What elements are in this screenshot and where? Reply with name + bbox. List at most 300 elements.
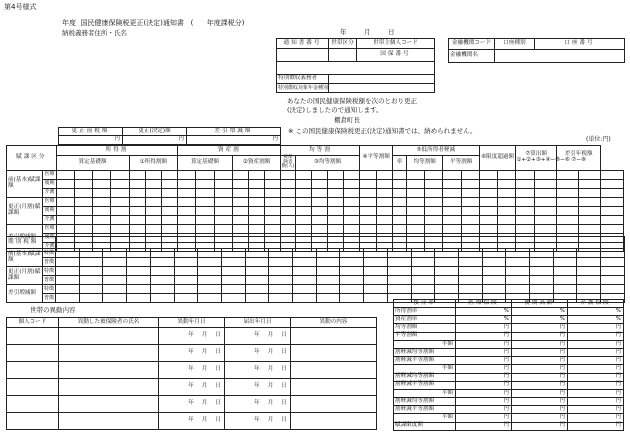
changes-date-unit: 年 <box>188 383 194 390</box>
changes-date-unit: 日 <box>215 383 221 390</box>
installment-cell <box>56 285 80 294</box>
installment-cell <box>293 294 317 303</box>
installment-cell <box>435 267 459 276</box>
installment-cell <box>435 285 459 294</box>
rates-row-label: 半額 <box>394 414 456 422</box>
installment-row-group: 更正(月割)賦課額 <box>7 267 43 285</box>
installment-cell <box>482 249 506 258</box>
tax-cell <box>534 170 556 179</box>
tax-cell <box>344 170 360 179</box>
tax-row-item: 後期 <box>44 207 55 214</box>
tax-cell <box>145 188 161 197</box>
installment-cell <box>127 294 151 303</box>
date-day: 日 <box>388 28 395 36</box>
installment-cell <box>387 267 411 276</box>
changes-cell <box>291 328 377 345</box>
installment-cell <box>458 285 482 294</box>
changes-cell <box>7 345 59 362</box>
changes-cell <box>7 413 59 430</box>
installment-cell <box>482 258 506 267</box>
changes-row <box>7 379 377 396</box>
tax-cell <box>161 206 177 215</box>
rates-row-label: 割軽減平等割額 <box>394 357 456 365</box>
after-amount-label: 更正(決定)額 <box>123 128 187 136</box>
tax-cell <box>232 188 248 197</box>
installment-cell <box>245 267 269 276</box>
tax-cell <box>498 224 516 233</box>
payment-note: ※ この国民健康保険税更正(決定)通知書では、納められません。 <box>288 127 477 135</box>
tax-cell <box>161 188 177 197</box>
tax-cell <box>265 206 281 215</box>
changes-date-unit: 日 <box>215 332 221 339</box>
installment-cell <box>601 249 625 258</box>
installment-cell <box>198 276 222 285</box>
tax-cell <box>248 206 264 215</box>
message-line2: (決定)しましたので通知します。 <box>287 106 383 114</box>
tax-cell <box>392 215 406 224</box>
tax-cell <box>196 197 214 206</box>
tax-cell <box>74 170 92 179</box>
tax-cell <box>311 224 327 233</box>
changes-date-unit: 月 <box>267 383 274 390</box>
installment-cell <box>458 258 482 267</box>
tax-row-group: 差引増減額 <box>7 224 43 251</box>
installment-cell <box>577 267 601 276</box>
tax-cell <box>327 224 343 233</box>
tax-cell <box>145 215 161 224</box>
changes-header: 個人コード <box>7 318 59 328</box>
changes-date-unit: 日 <box>281 332 287 339</box>
tax-cell <box>74 188 92 197</box>
tax-cell <box>556 197 578 206</box>
installment-cell <box>506 267 530 276</box>
changes-cell <box>159 379 225 396</box>
changes-date-unit: 日 <box>281 400 287 407</box>
tax-cell <box>111 206 129 215</box>
rates-row <box>394 414 624 422</box>
rates-row <box>394 381 624 389</box>
installment-cell <box>506 258 530 267</box>
tax-cell <box>161 179 177 188</box>
tax-cell <box>443 188 461 197</box>
changes-cell <box>7 379 59 396</box>
installment-cell <box>411 249 435 258</box>
installment-cell <box>127 276 151 285</box>
tax-cell <box>344 188 360 197</box>
changes-date-unit: 月 <box>267 332 274 339</box>
tax-cell <box>196 224 214 233</box>
installment-cell <box>79 249 103 258</box>
tax-cell <box>129 179 145 188</box>
tax-cell <box>74 197 92 206</box>
tax-cell <box>425 179 443 188</box>
tax-cell <box>161 197 177 206</box>
tax-cell <box>265 197 281 206</box>
changes-date-unit: 年 <box>188 366 194 373</box>
rates-cell: 円 <box>456 373 512 381</box>
installment-cell <box>340 276 364 285</box>
installment-cell <box>150 267 174 276</box>
tax-cell <box>178 224 196 233</box>
tax-cell <box>295 224 311 233</box>
tax-cell <box>406 224 424 233</box>
tax-cell <box>178 197 196 206</box>
installment-cell <box>482 285 506 294</box>
tax-cell <box>392 206 406 215</box>
tax-cell <box>327 170 343 179</box>
rates-row <box>394 340 624 348</box>
tax-cell <box>265 188 281 197</box>
installment-cell <box>293 267 317 276</box>
changes-date-unit: 日 <box>215 366 221 373</box>
changes-cell <box>291 345 377 362</box>
changes-date-unit: 年 <box>188 349 194 356</box>
installment-cell <box>387 276 411 285</box>
installment-cell <box>435 258 459 267</box>
tax-cell <box>443 215 461 224</box>
tax-cell <box>344 179 360 188</box>
installment-cell <box>174 285 198 294</box>
tax-cell <box>344 197 360 206</box>
diff-amount-value: 円 <box>187 136 281 145</box>
installment-cell <box>103 285 127 294</box>
rates-row-label: 割軽減均等割額 <box>394 348 456 356</box>
tax-cell <box>145 206 161 215</box>
tax-cell <box>295 170 311 179</box>
installment-cell <box>340 294 364 303</box>
tax-cell <box>214 188 232 197</box>
tax-cell <box>601 179 624 188</box>
tax-cell <box>360 188 376 197</box>
tax-cell <box>129 206 145 215</box>
changes-cell <box>225 345 291 362</box>
tax-cell <box>461 179 479 188</box>
tax-cell <box>295 197 311 206</box>
tax-cell <box>93 170 111 179</box>
tax-cell <box>344 224 360 233</box>
form-number: 第4号様式 <box>4 3 37 11</box>
installment-cell <box>198 249 222 258</box>
tax-row <box>7 179 624 188</box>
installment-row <box>7 276 625 285</box>
rates-cell: 円 <box>456 340 512 348</box>
rates-row-label: 割軽減平等割額 <box>394 381 456 389</box>
tax-cell <box>93 224 111 233</box>
rates-cell: 円 <box>512 340 568 348</box>
tax-cell <box>56 179 74 188</box>
installment-cell <box>387 258 411 267</box>
changes-date-unit: 月 <box>201 400 208 407</box>
changes-cell <box>59 413 159 430</box>
tax-cell <box>311 170 327 179</box>
tax-cell <box>479 215 497 224</box>
installment-cell <box>56 294 80 303</box>
tax-cell <box>360 197 376 206</box>
rates-row-label: 資産割率 <box>394 316 456 324</box>
tax-cell <box>406 215 424 224</box>
rates-row-label: 半額 <box>394 389 456 397</box>
tax-cell <box>601 206 624 215</box>
rates-cell: 円 <box>568 414 624 422</box>
rates-cell: 円 <box>512 406 568 414</box>
tax-cell <box>479 197 497 206</box>
rates-cell: 円 <box>512 422 568 430</box>
tax-cell <box>601 215 624 224</box>
rates-cell: 円 <box>568 389 624 397</box>
rates-cell: 円 <box>568 340 624 348</box>
installment-cell <box>79 258 103 267</box>
installment-cell <box>601 276 625 285</box>
rates-cell: % <box>512 316 568 324</box>
tax-cell <box>392 197 406 206</box>
installment-cell <box>387 285 411 294</box>
rates-cell: % <box>512 308 568 316</box>
tax-cell <box>111 224 129 233</box>
installment-cell <box>411 285 435 294</box>
tax-cell <box>579 215 601 224</box>
account-type-label: 口座種別 <box>495 39 535 50</box>
rates-cell: 円 <box>456 357 512 365</box>
tax-row <box>7 224 624 233</box>
tax-cell <box>498 170 516 179</box>
tax-cell <box>516 215 534 224</box>
before-amount-label: 更正前税額 <box>59 128 123 136</box>
installment-cell <box>530 258 554 267</box>
tax-cell <box>178 215 196 224</box>
changes-cell <box>159 345 225 362</box>
installment-cell <box>174 294 198 303</box>
rates-cell: 円 <box>512 381 568 389</box>
rates-row <box>394 389 624 397</box>
installment-cell <box>316 267 340 276</box>
tax-cell <box>295 179 311 188</box>
installment-cell <box>435 249 459 258</box>
tax-cell <box>56 224 74 233</box>
diff-amount-label: 差引増減額 <box>187 128 281 136</box>
installment-cell <box>577 258 601 267</box>
changes-date-unit: 年 <box>188 400 194 407</box>
bank-name-label: 金融機関名 <box>449 50 495 63</box>
bank-code-label: 金融機関コード <box>449 39 495 50</box>
installment-cell <box>316 294 340 303</box>
installment-cell <box>221 285 245 294</box>
tax-cell <box>461 188 479 197</box>
tax-cell <box>93 179 111 188</box>
tax-cell <box>498 206 516 215</box>
insurance-no-label: 国保番号 <box>357 49 435 62</box>
bank-name-value <box>495 50 625 63</box>
rates-cell: 円 <box>512 324 568 332</box>
installment-cell <box>150 258 174 267</box>
installment-cell <box>221 258 245 267</box>
installment-cell <box>340 258 364 267</box>
changes-cell <box>291 362 377 379</box>
tax-cell <box>534 179 556 188</box>
installment-cell <box>458 276 482 285</box>
tax-cell <box>327 206 343 215</box>
tax-cell <box>516 206 534 215</box>
tax-cell <box>232 206 248 215</box>
changes-row <box>7 396 377 413</box>
tax-cell <box>498 197 516 206</box>
tax-row-item: 介護 <box>44 243 55 250</box>
rates-cell: % <box>456 308 512 316</box>
tax-cell <box>425 224 443 233</box>
rates-table <box>393 299 624 431</box>
tax-cell <box>74 179 92 188</box>
changes-cell <box>7 328 59 345</box>
tax-cell <box>248 170 264 179</box>
tax-cell <box>406 170 424 179</box>
rates-cell: 円 <box>456 365 512 373</box>
installment-row-item: 普徴 <box>43 276 54 283</box>
changes-date-unit: 月 <box>267 400 274 407</box>
rates-cell: 円 <box>568 332 624 340</box>
changes-date-unit: 日 <box>281 366 287 373</box>
changes-date-unit: 日 <box>215 349 221 356</box>
changes-row <box>7 328 377 345</box>
tax-cell <box>406 197 424 206</box>
tax-cell <box>579 179 601 188</box>
installment-cell <box>198 258 222 267</box>
tax-cell <box>248 224 264 233</box>
changes-cell <box>225 362 291 379</box>
income-rate-header: ①所得割額 <box>129 156 178 171</box>
tax-cell <box>214 215 232 224</box>
installment-cell <box>340 249 364 258</box>
tax-cell <box>281 224 295 233</box>
tax-cell <box>248 197 264 206</box>
tax-cell <box>601 188 624 197</box>
tax-cell <box>579 170 601 179</box>
changes-cell <box>159 396 225 413</box>
tax-cell <box>232 170 248 179</box>
tax-cell <box>556 215 578 224</box>
tax-row <box>7 197 624 206</box>
installment-cell <box>458 249 482 258</box>
installment-cell <box>553 249 577 258</box>
tax-cell <box>295 215 311 224</box>
tax-cell <box>196 179 214 188</box>
installment-cell <box>56 276 80 285</box>
tax-row <box>7 206 624 215</box>
changes-cell <box>159 413 225 430</box>
changes-date-unit: 月 <box>201 332 208 339</box>
rates-cell: 円 <box>568 348 624 356</box>
changes-cell <box>59 362 159 379</box>
tax-cell <box>443 224 461 233</box>
tax-cell <box>461 206 479 215</box>
rates-row <box>394 406 624 414</box>
tax-cell <box>74 215 92 224</box>
tax-cell <box>344 215 360 224</box>
installment-cell <box>364 258 388 267</box>
rates-header: 按分率 <box>394 300 456 308</box>
tax-cell <box>311 188 327 197</box>
installment-cell <box>411 276 435 285</box>
installment-cell <box>269 267 293 276</box>
tax-cell <box>443 197 461 206</box>
installment-cell <box>364 249 388 258</box>
tax-cell <box>145 179 161 188</box>
tax-cell <box>93 215 111 224</box>
installment-cell <box>174 258 198 267</box>
account-no-label: 口座番号 <box>535 39 625 50</box>
equal-header: 均等割 <box>281 146 360 156</box>
tax-cell <box>534 206 556 215</box>
taxpayer-label: 納税義務者住所・氏名 <box>62 29 127 37</box>
household-value <box>329 49 357 62</box>
installment-cell <box>340 285 364 294</box>
tax-cell <box>145 170 161 179</box>
tax-cell <box>556 170 578 179</box>
limit-excess-header: ⑥限度超過額 <box>479 146 515 171</box>
tax-cell <box>281 188 295 197</box>
tax-cell <box>111 215 129 224</box>
changes-header: 異動した被保険者の氏名 <box>59 318 159 328</box>
tax-cell <box>93 197 111 206</box>
tax-cell <box>214 206 232 215</box>
installment-cell <box>221 249 245 258</box>
changes-date-unit: 月 <box>201 366 208 373</box>
reduction-header: ⑤低所得者軽減 <box>392 146 479 156</box>
installment-cell <box>293 258 317 267</box>
rates-cell: 円 <box>512 332 568 340</box>
tax-cell <box>516 197 534 206</box>
tax-cell <box>479 188 497 197</box>
installment-cell <box>245 276 269 285</box>
tax-row-item: 医療 <box>44 225 55 232</box>
installment-cell <box>56 258 80 267</box>
changes-title: 世帯の異動内容 <box>30 306 76 314</box>
tax-cell <box>295 206 311 215</box>
tax-cell <box>311 215 327 224</box>
tax-cell <box>129 224 145 233</box>
changes-date-unit: 月 <box>267 349 274 356</box>
tax-row-item: 医療 <box>44 198 55 205</box>
tax-cell <box>178 206 196 215</box>
installment-cell <box>174 267 198 276</box>
rates-row <box>394 422 624 430</box>
installment-cell <box>577 249 601 258</box>
changes-date-unit: 日 <box>281 349 287 356</box>
message-line1: あなたの国民健康保険税額を次のとおり更正 <box>287 97 417 105</box>
tax-cell <box>425 170 443 179</box>
tax-cell <box>498 179 516 188</box>
tax-cell <box>129 215 145 224</box>
tax-cell <box>579 188 601 197</box>
income-base-header: 算定基礎額 <box>56 156 129 171</box>
tax-cell <box>516 224 534 233</box>
tax-cell <box>360 215 376 224</box>
changes-date-unit: 年 <box>254 332 260 339</box>
installment-cell <box>577 276 601 285</box>
installment-cell <box>103 267 127 276</box>
changes-cell <box>291 396 377 413</box>
installment-cell <box>387 249 411 258</box>
notice-no-value <box>277 49 329 62</box>
installment-cell <box>221 294 245 303</box>
rates-cell: % <box>568 308 624 316</box>
tax-cell <box>111 197 129 206</box>
tax-cell <box>516 188 534 197</box>
installment-cell <box>530 276 554 285</box>
asset-header: 資産割 <box>178 146 281 156</box>
changes-date-unit: 月 <box>267 366 274 373</box>
rates-cell: 円 <box>568 406 624 414</box>
title-year-prefix: 年度 <box>62 19 76 27</box>
installment-cell <box>245 285 269 294</box>
